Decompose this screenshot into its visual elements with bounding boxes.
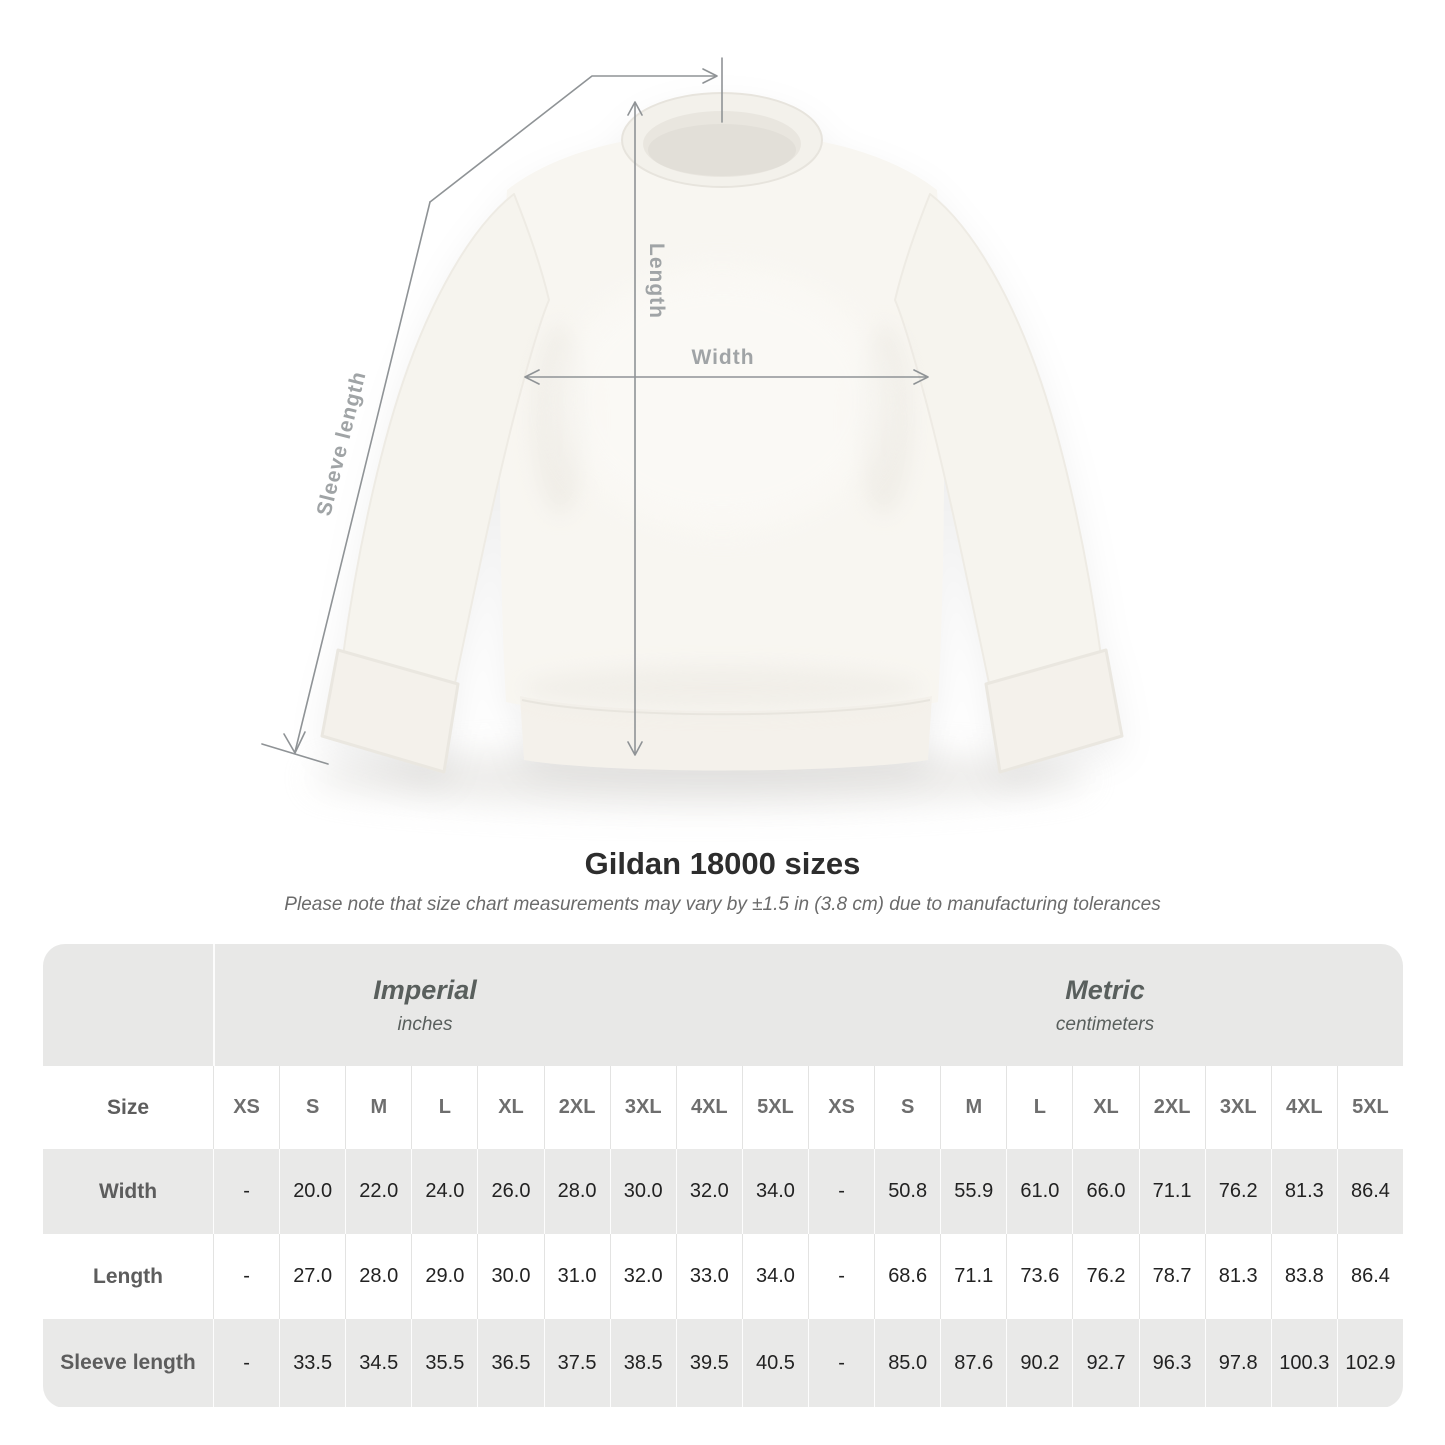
size-header-imperial: 2XL <box>544 1066 610 1149</box>
size-header-metric: 4XL <box>1271 1066 1337 1149</box>
size-table <box>43 944 1403 1408</box>
value-cell-imperial: 27.0 <box>279 1234 345 1319</box>
value-cell-metric: 97.8 <box>1205 1319 1271 1407</box>
value-cell-imperial: 30.0 <box>610 1149 676 1234</box>
size-header-imperial: 4XL <box>676 1066 742 1149</box>
value-cell-metric: 76.2 <box>1072 1234 1138 1319</box>
imperial-header <box>43 944 807 1066</box>
value-cell-imperial: 34.0 <box>742 1149 808 1234</box>
size-header-metric: S <box>874 1066 940 1149</box>
value-cell-metric: 50.8 <box>874 1149 940 1234</box>
value-cell-metric: - <box>808 1234 874 1319</box>
value-cell-metric: 61.0 <box>1006 1149 1072 1234</box>
value-cell-metric: 73.6 <box>1006 1234 1072 1319</box>
value-cell-imperial: 36.5 <box>477 1319 543 1407</box>
imperial-label: Imperial <box>373 975 477 1006</box>
width-dimension-label: Width <box>691 346 755 369</box>
size-header-metric: 3XL <box>1205 1066 1271 1149</box>
value-cell-imperial: 40.5 <box>742 1319 808 1407</box>
size-header-imperial: XL <box>477 1066 543 1149</box>
value-cell-imperial: 35.5 <box>411 1319 477 1407</box>
value-cell-imperial: 34.0 <box>742 1234 808 1319</box>
size-header-imperial: 3XL <box>610 1066 676 1149</box>
metric-header <box>807 944 1403 1066</box>
value-cell-metric: 86.4 <box>1337 1149 1403 1234</box>
size-header-imperial: XS <box>213 1066 279 1149</box>
value-cell-metric: 92.7 <box>1072 1319 1138 1407</box>
value-cell-metric: 55.9 <box>940 1149 1006 1234</box>
page-title: Gildan 18000 sizes <box>584 846 861 881</box>
size-header-metric: XS <box>808 1066 874 1149</box>
value-cell-imperial: 22.0 <box>345 1149 411 1234</box>
value-cell-metric: 71.1 <box>940 1234 1006 1319</box>
value-cell-imperial: 28.0 <box>544 1149 610 1234</box>
value-cell-metric: 100.3 <box>1271 1319 1337 1407</box>
value-cell-imperial: 34.5 <box>345 1319 411 1407</box>
length-dimension-label: Length <box>645 243 668 319</box>
value-cell-imperial: 39.5 <box>676 1319 742 1407</box>
row-label: Width <box>43 1149 213 1234</box>
value-cell-imperial: 31.0 <box>544 1234 610 1319</box>
value-cell-imperial: 26.0 <box>477 1149 543 1234</box>
size-header-imperial: 5XL <box>742 1066 808 1149</box>
value-cell-imperial: 24.0 <box>411 1149 477 1234</box>
size-header-imperial: M <box>345 1066 411 1149</box>
value-cell-metric: 81.3 <box>1205 1234 1271 1319</box>
size-header-metric: 2XL <box>1139 1066 1205 1149</box>
row-label: Sleeve length <box>43 1319 213 1407</box>
value-cell-imperial: 29.0 <box>411 1234 477 1319</box>
value-cell-imperial: 37.5 <box>544 1319 610 1407</box>
size-header-metric: XL <box>1072 1066 1138 1149</box>
size-grid <box>43 1066 1403 1407</box>
value-cell-metric: 85.0 <box>874 1319 940 1407</box>
size-header-metric: M <box>940 1066 1006 1149</box>
value-cell-imperial: - <box>213 1149 279 1234</box>
row-label: Length <box>43 1234 213 1319</box>
value-cell-imperial: - <box>213 1319 279 1407</box>
value-cell-metric: 81.3 <box>1271 1149 1337 1234</box>
value-cell-imperial: 28.0 <box>345 1234 411 1319</box>
sweatshirt-illustration <box>322 93 1122 772</box>
metric-label: Metric <box>1065 975 1145 1006</box>
value-cell-metric: 86.4 <box>1337 1234 1403 1319</box>
value-cell-imperial: 30.0 <box>477 1234 543 1319</box>
value-cell-imperial: 33.0 <box>676 1234 742 1319</box>
unit-system-band <box>43 944 1403 1066</box>
value-cell-imperial: 20.0 <box>279 1149 345 1234</box>
imperial-unit-label: inches <box>397 1013 453 1035</box>
value-cell-metric: 87.6 <box>940 1319 1006 1407</box>
tolerance-note: Please note that size chart measurements may vary by ±1.5 in (3.8 cm) due to manufacturing tolerances <box>284 894 1161 915</box>
value-cell-metric: 78.7 <box>1139 1234 1205 1319</box>
size-header-metric: 5XL <box>1337 1066 1403 1149</box>
value-cell-metric: 71.1 <box>1139 1149 1205 1234</box>
value-cell-imperial: 38.5 <box>610 1319 676 1407</box>
value-cell-metric: - <box>808 1319 874 1407</box>
value-cell-metric: 102.9 <box>1337 1319 1403 1407</box>
value-cell-metric: 76.2 <box>1205 1149 1271 1234</box>
value-cell-metric: 96.3 <box>1139 1319 1205 1407</box>
metric-unit-label: centimeters <box>1055 1013 1155 1035</box>
value-cell-imperial: 33.5 <box>279 1319 345 1407</box>
value-cell-metric: 68.6 <box>874 1234 940 1319</box>
value-cell-imperial: - <box>213 1234 279 1319</box>
value-cell-metric: 66.0 <box>1072 1149 1138 1234</box>
value-cell-metric: - <box>808 1149 874 1234</box>
size-header-imperial: L <box>411 1066 477 1149</box>
size-header-metric: L <box>1006 1066 1072 1149</box>
size-header-imperial: S <box>279 1066 345 1149</box>
value-cell-metric: 83.8 <box>1271 1234 1337 1319</box>
value-cell-imperial: 32.0 <box>610 1234 676 1319</box>
size-column-header: Size <box>43 1066 213 1149</box>
value-cell-imperial: 32.0 <box>676 1149 742 1234</box>
sleeve-dimension-label: Sleeve length <box>312 368 371 519</box>
value-cell-metric: 90.2 <box>1006 1319 1072 1407</box>
